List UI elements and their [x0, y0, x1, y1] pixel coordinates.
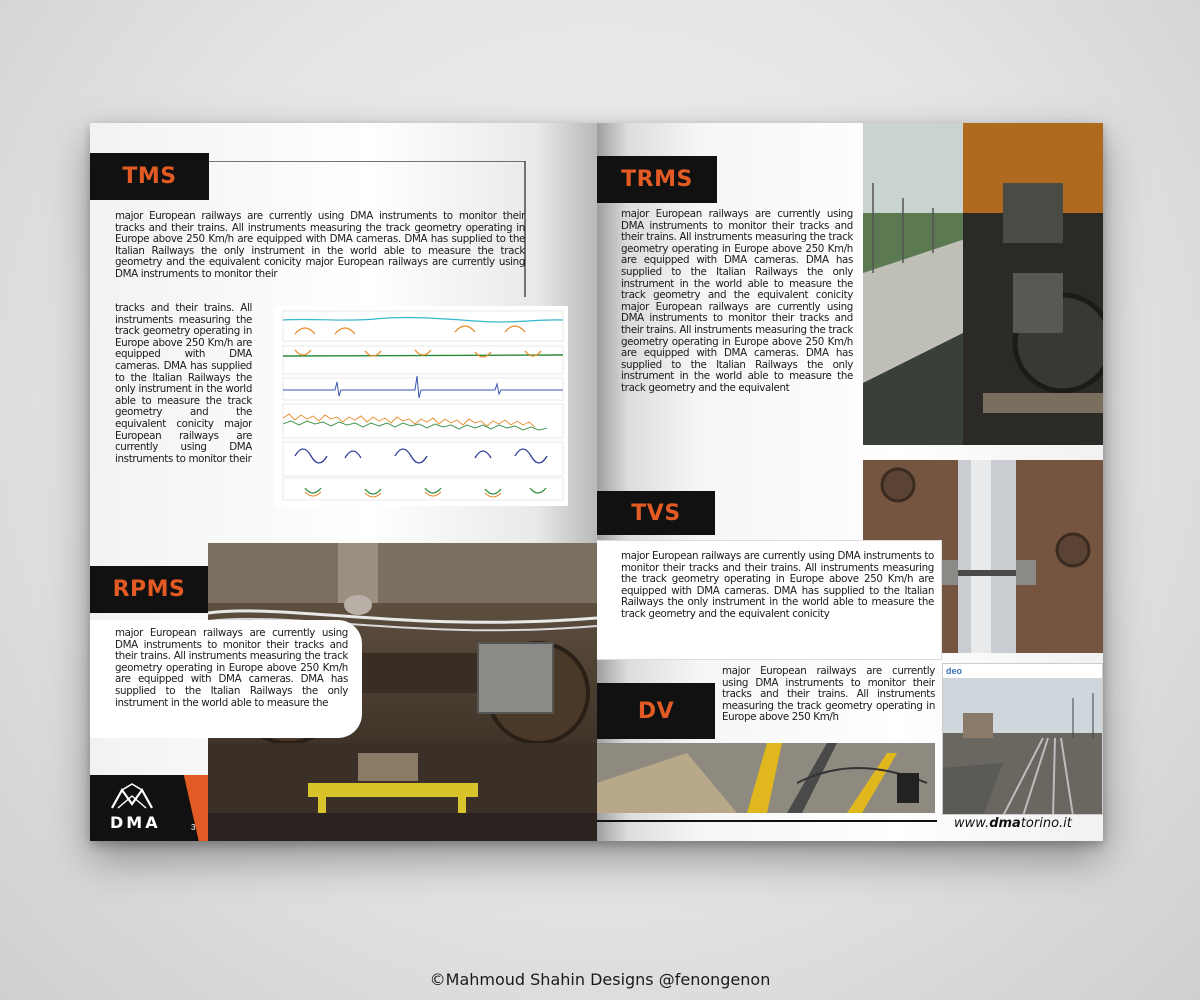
website-suffix: torino.it	[1020, 816, 1072, 831]
screen-caption: deo	[946, 666, 963, 676]
dv-station-screen	[942, 663, 1103, 815]
trms-title: TRMS	[621, 167, 693, 192]
dv-platform-photo	[597, 743, 935, 813]
right-page	[597, 123, 1103, 841]
trms-text: major European railways are currently using DMA instruments to monitor their tracks and their trains. All instruments measuring the track geometry operating in Europe above 250 Km/h are equipped with DMA cameras. DMA has supplied to the Italian Railways the only instrument in the world able to measure the track geometry and the equivalent conicity major European railways are currently using DMA instruments to monitor their tracks and their trains. All instruments measuring the track geometry operating in Europe above 250 Km/h are equipped with DMA cameras. DMA has supplied to the Italian Railways the only instrument in the world able to measure the track geometry and the equivalent	[621, 209, 853, 394]
dma-logo-text: DMA	[110, 813, 161, 832]
tms-title: TMS	[122, 164, 177, 189]
rpms-title: RPMS	[112, 577, 186, 602]
tvs-text: major European railways are currently using DMA instruments to monitor their tracks and their trains. All instruments measuring the track geometry operating in Europe above 250 Km/h are equipped with DMA cameras. DMA has supplied to the Italian Railways the only instrument in the world able to measure the track geometry and the equivalent conicity	[621, 551, 934, 620]
brochure-spread	[90, 123, 1103, 841]
website-prefix: www.	[954, 816, 990, 831]
dma-mountain-logo-icon	[110, 782, 154, 810]
page-number: 3	[191, 823, 196, 832]
station-tracks-image	[943, 678, 1103, 815]
dv-title-box	[597, 683, 715, 739]
tvs-title-box	[597, 491, 715, 535]
tms-title-box	[90, 153, 209, 200]
track-measurement-chart	[275, 306, 568, 506]
dv-title: DV	[637, 698, 675, 724]
trms-title-box	[597, 156, 717, 203]
tvs-title: TVS	[631, 500, 681, 526]
footer-rule	[597, 820, 937, 822]
trms-train-side-photo	[863, 123, 1103, 445]
rpms-text: major European railways are currently using DMA instruments to monitor their tracks and their trains. All instruments measuring the track geometry operating in Europe above 250 Km/h are equipped with DMA cameras. DMA has supplied to the Italian Railways the only instrument in the world able to measure the	[115, 628, 348, 709]
tms-text-narrow: tracks and their trains. All instruments measuring the track geometry operating in Europe above 250 Km/h are equipped with DMA cameras. DMA has supplied to the Italian Railways the only instrument in the world able to measure the track geometry and the equivalent conicity major European railways are currently using DMA instruments to monitor their	[115, 303, 252, 465]
website-url	[954, 816, 1072, 831]
rpms-title-box	[90, 566, 208, 613]
website-brand: dma	[989, 816, 1021, 831]
designer-credit: ©Mahmoud Shahin Designs @fenongenon	[429, 970, 771, 989]
left-page	[90, 123, 597, 841]
dv-text: major European railways are currently using DMA instruments to monitor their tracks and their trains. All instruments measuring the track geometry operating in Europe above 250 Km/h	[722, 666, 935, 724]
tms-text-wide: major European railways are currently using DMA instruments to monitor their tracks and their trains. All instruments measuring the track geometry operating in Europe above 250 Km/h are equipped with DMA cameras. DMA has supplied to the Italian Railways the only instrument in the world able to measure the track geometry and the equivalent conicity major European railways are currently using DMA instruments to monitor their	[115, 211, 525, 280]
